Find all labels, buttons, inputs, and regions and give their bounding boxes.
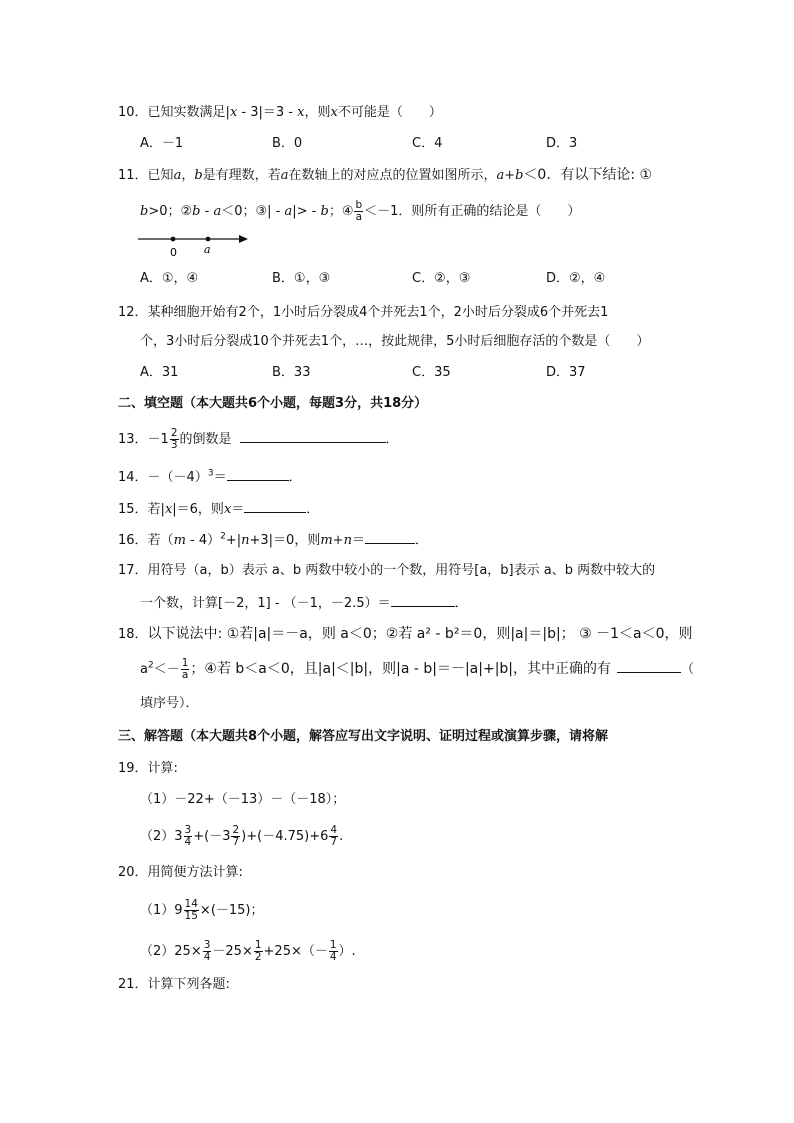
answer-blank[interactable] <box>365 530 415 544</box>
question-12 <box>118 304 608 322</box>
option-c: C．②，③ <box>412 271 471 286</box>
fraction-denominator: 4 <box>329 951 337 963</box>
fraction <box>254 940 263 963</box>
text: －25× <box>212 944 253 959</box>
text: ；④若 b＜a＜0，且|a|＜|b|，则|a - b|＝－|a|+|b|，其中正确的有 <box>190 661 612 677</box>
text: 用符号（a，b）表示 a、b 两数中较小的一个数，用符号[a，b]表示 a、b 两数中较大的 <box>147 563 656 578</box>
fraction <box>354 200 363 223</box>
fraction <box>203 940 212 963</box>
variable: x <box>330 105 338 120</box>
text: 用简便方法计算: <box>147 865 243 880</box>
fraction-denominator: 2 <box>254 951 262 963</box>
question-number: 12． <box>118 305 148 320</box>
variable: b <box>194 168 203 183</box>
text: 若| <box>147 502 165 517</box>
variable: a <box>173 168 182 183</box>
question-14 <box>118 467 302 487</box>
question-20 <box>118 864 243 882</box>
text: ＜－ <box>153 662 180 677</box>
answer-blank[interactable] <box>240 429 386 443</box>
text: - 4） <box>185 533 221 548</box>
question-19-part-1: （1）－22+（－13）－（－18）； <box>140 792 346 807</box>
question-20-part-1 <box>140 899 264 922</box>
text: 计算: <box>147 761 178 776</box>
variable: x <box>229 105 238 120</box>
text: （2）25× <box>140 944 202 959</box>
question-15 <box>118 499 319 519</box>
option-b: B．33 <box>272 365 311 380</box>
text: （2）3 <box>140 829 183 844</box>
fraction <box>329 940 338 963</box>
text: |＝6，则 <box>172 502 224 517</box>
question-19-part-2 <box>140 825 343 848</box>
variable: b <box>140 204 149 219</box>
question-17 <box>118 562 655 580</box>
question-number: 21． <box>118 977 148 992</box>
section-3-heading: 三、解答题（本大题共8个小题，解答应写出文字说明、证明过程或演算步骤，请将解 <box>118 729 609 744</box>
question-number: 16． <box>118 533 148 548</box>
fraction-numerator: 4 <box>330 824 338 836</box>
question-16 <box>118 530 428 550</box>
question-number: 10． <box>118 105 148 120</box>
text: +| <box>225 533 242 548</box>
number-line-figure <box>134 230 250 260</box>
text: ）. <box>338 944 356 959</box>
option-c: C．4 <box>412 136 443 151</box>
text: 以下说法中: ①若|a|＝－a，则 a＜0；②若 a² - b²＝0，则|a|＝|b|； ③ －1＜a＜0，则 <box>147 626 693 642</box>
question-number: 17． <box>118 563 148 578</box>
fraction <box>231 825 240 848</box>
variable: n <box>241 533 250 548</box>
fraction-denominator: 4 <box>203 951 211 963</box>
fraction <box>184 899 199 922</box>
fraction-numerator: 2 <box>170 427 178 439</box>
text: - <box>200 204 214 219</box>
fraction-denominator: 15 <box>184 910 198 922</box>
fraction-numerator: b <box>355 199 363 211</box>
text: 的倒数是 <box>179 432 232 447</box>
fraction-numerator: 1 <box>181 657 189 669</box>
option-a: A．－1 <box>140 136 184 151</box>
option-a: A．①，④ <box>140 271 199 286</box>
text: ＜0；③| - <box>221 204 285 219</box>
variable: m <box>173 533 186 548</box>
exponent: 2 <box>220 531 226 542</box>
zero-point <box>171 237 176 242</box>
question-17-line-2 <box>140 593 468 613</box>
section-2-heading: 二、填空题（本大题共6个小题，每题3分，共18分） <box>118 396 428 411</box>
text: +3|＝0，则 <box>249 533 321 548</box>
question-number: 14． <box>118 470 148 485</box>
question-number: 18． <box>118 627 148 642</box>
question-10 <box>118 104 442 122</box>
text: ，则 <box>304 105 331 120</box>
text: －1 <box>147 432 169 447</box>
fraction-numerator: 3 <box>203 939 211 951</box>
variable: x <box>297 105 305 120</box>
fraction-numerator: 14 <box>184 898 198 910</box>
text: 已知实数满足| <box>147 105 230 120</box>
option-a: A．31 <box>140 365 179 380</box>
text: ． <box>306 502 320 517</box>
fraction-denominator: 7 <box>232 836 240 848</box>
variable: a <box>213 204 222 219</box>
text: |> - <box>292 204 321 219</box>
question-number: 15． <box>118 502 148 517</box>
text: 已知 <box>147 168 174 183</box>
text: ＜－1．则所有正确的结论是（ ） <box>364 204 581 219</box>
fraction-numerator: 1 <box>254 939 262 951</box>
option-b: B．0 <box>272 136 303 151</box>
variable: x <box>223 502 232 517</box>
answer-blank[interactable] <box>391 593 455 607</box>
question-13 <box>118 428 399 451</box>
fraction-numerator: 3 <box>184 824 192 836</box>
question-number: 13． <box>118 432 148 447</box>
text: +(－3 <box>193 829 231 844</box>
text: ＝ <box>351 533 365 548</box>
answer-blank[interactable] <box>617 659 681 673</box>
exponent: 2 <box>147 660 154 671</box>
text: －（－4） <box>147 470 208 485</box>
option-d: D．3 <box>546 136 578 151</box>
variable: m+n <box>320 533 352 548</box>
text: （1）9 <box>140 903 183 918</box>
variable: x <box>164 502 173 517</box>
variable: b <box>192 204 201 219</box>
variable: a <box>284 204 293 219</box>
exponent: 3 <box>207 468 214 479</box>
text: ×(－15)； <box>199 903 264 918</box>
text: （ <box>681 662 695 677</box>
text: ． <box>288 470 302 485</box>
text: 是有理数，若 <box>202 168 281 183</box>
question-number: 19． <box>118 761 148 776</box>
text: ＝ <box>213 470 227 485</box>
text: . <box>339 829 344 844</box>
text: 在数轴上的对应点的位置如图所示， <box>288 168 497 183</box>
text: ＜0．有以下结论: ① <box>523 167 653 183</box>
fraction-denominator: a <box>355 211 363 223</box>
question-18 <box>118 625 693 644</box>
zero-label: 0 <box>170 246 177 259</box>
option-c: C．35 <box>412 365 451 380</box>
question-18-line-2 <box>140 658 694 681</box>
question-18-line-3: 填序号）． <box>140 696 199 711</box>
option-b: B．①，③ <box>272 271 331 286</box>
text: ． <box>385 432 399 447</box>
text: 不可能是（ ） <box>337 105 442 120</box>
text: 若（ <box>147 533 174 548</box>
text: 计算下列各题: <box>147 977 230 992</box>
question-11 <box>118 166 652 185</box>
text: a <box>140 662 148 677</box>
option-d: D．37 <box>546 365 586 380</box>
text: ＝ <box>231 502 245 517</box>
fraction <box>329 825 338 848</box>
text: >0；② <box>148 204 193 219</box>
question-20-part-2 <box>140 940 356 963</box>
fraction <box>181 658 190 681</box>
variable: b <box>320 204 329 219</box>
text: )+(－4.75)+6 <box>241 829 329 844</box>
fraction-denominator: 3 <box>170 439 178 451</box>
question-21 <box>118 976 230 994</box>
fraction-denominator: 4 <box>184 836 192 848</box>
text: ． <box>454 596 468 611</box>
variable: a+b <box>496 168 524 183</box>
answer-blank[interactable] <box>244 499 306 513</box>
question-12-line-2: 个，3小时后分裂成10个并死去1个，…，按此规律，5小时后细胞存活的个数是（ ） <box>140 334 650 349</box>
fraction <box>170 428 179 451</box>
fraction-denominator: a <box>181 669 189 681</box>
arrow-head-icon <box>239 235 248 243</box>
option-d: D．②，④ <box>546 271 606 286</box>
variable: a <box>280 168 289 183</box>
answer-blank[interactable] <box>227 467 289 481</box>
text: +25×（－ <box>263 944 328 959</box>
fraction-numerator: 1 <box>329 939 337 951</box>
text: ． <box>414 533 428 548</box>
fraction-numerator: 2 <box>232 824 240 836</box>
question-number: 20． <box>118 865 148 880</box>
fraction <box>184 825 193 848</box>
question-number: 11． <box>118 168 148 183</box>
text: 一个数，计算[－2，1] - （－1，－2.5）＝ <box>140 596 391 611</box>
a-label: a <box>204 243 211 256</box>
question-19 <box>118 760 178 778</box>
fraction-denominator: 7 <box>330 836 338 848</box>
text: ， <box>181 168 195 183</box>
question-11-line-2 <box>140 200 580 223</box>
text: 某种细胞开始有2个，1小时后分裂成4个并死去1个，2小时后分裂成6个并死去1 <box>147 305 609 320</box>
point-a <box>206 237 211 242</box>
text: ；④ <box>328 204 354 219</box>
text: - 3|＝3 - <box>237 105 298 120</box>
